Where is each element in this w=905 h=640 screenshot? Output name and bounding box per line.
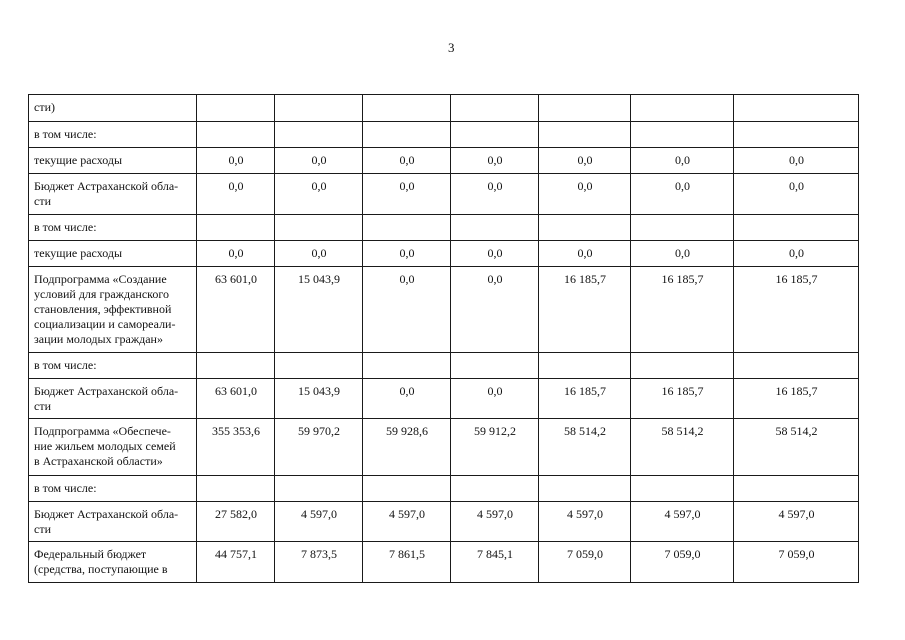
value-cell — [275, 215, 363, 241]
value-cell: 0,0 — [734, 241, 859, 267]
table-row — [29, 148, 859, 174]
value-cell: 0,0 — [197, 241, 275, 267]
value-cell: 0,0 — [275, 148, 363, 174]
value-cell: 0,0 — [631, 174, 734, 215]
value-cell: 0,0 — [451, 174, 539, 215]
value-cell: 0,0 — [451, 267, 539, 353]
value-cell — [734, 95, 859, 122]
row-label: текущие расходы — [29, 148, 197, 174]
table-row — [29, 174, 859, 215]
value-cell: 0,0 — [197, 174, 275, 215]
table-row — [29, 379, 859, 419]
value-cell — [734, 353, 859, 379]
value-cell: 0,0 — [539, 241, 631, 267]
value-cell: 0,0 — [275, 174, 363, 215]
value-cell: 0,0 — [734, 174, 859, 215]
value-cell: 15 043,9 — [275, 267, 363, 353]
value-cell: 0,0 — [451, 379, 539, 419]
row-label: в том числе: — [29, 476, 197, 502]
value-cell: 44 757,1 — [197, 542, 275, 583]
value-cell: 0,0 — [451, 241, 539, 267]
value-cell — [363, 476, 451, 502]
row-label: в том числе: — [29, 353, 197, 379]
value-cell: 0,0 — [363, 174, 451, 215]
row-label: Федеральный бюджет (средства, поступающие в — [29, 542, 197, 583]
value-cell: 7 845,1 — [451, 542, 539, 583]
value-cell — [197, 215, 275, 241]
value-cell — [275, 95, 363, 122]
value-cell: 59 928,6 — [363, 419, 451, 476]
value-cell — [197, 353, 275, 379]
value-cell: 4 597,0 — [734, 502, 859, 542]
table-row — [29, 476, 859, 502]
value-cell — [734, 215, 859, 241]
row-label: Бюджет Астраханской обла- сти — [29, 174, 197, 215]
value-cell: 0,0 — [363, 379, 451, 419]
value-cell: 27 582,0 — [197, 502, 275, 542]
value-cell: 0,0 — [275, 241, 363, 267]
value-cell: 7 059,0 — [734, 542, 859, 583]
value-cell — [275, 353, 363, 379]
value-cell: 4 597,0 — [275, 502, 363, 542]
value-cell — [539, 476, 631, 502]
value-cell — [734, 476, 859, 502]
row-label: Подпрограмма «Создание условий для гражданского становления, эффективной социализации и самореали- зации молодых граждан» — [29, 267, 197, 353]
value-cell: 0,0 — [363, 241, 451, 267]
table-row — [29, 353, 859, 379]
value-cell: 0,0 — [363, 267, 451, 353]
value-cell: 58 514,2 — [631, 419, 734, 476]
table-row — [29, 542, 859, 583]
table-row — [29, 241, 859, 267]
value-cell — [197, 122, 275, 148]
value-cell: 0,0 — [631, 148, 734, 174]
value-cell: 58 514,2 — [734, 419, 859, 476]
value-cell: 7 873,5 — [275, 542, 363, 583]
value-cell: 4 597,0 — [363, 502, 451, 542]
value-cell — [539, 353, 631, 379]
value-cell — [275, 476, 363, 502]
value-cell — [631, 476, 734, 502]
budget-table — [28, 94, 859, 583]
value-cell — [363, 215, 451, 241]
value-cell: 16 185,7 — [734, 379, 859, 419]
value-cell: 63 601,0 — [197, 267, 275, 353]
value-cell: 7 861,5 — [363, 542, 451, 583]
row-label: Бюджет Астраханской обла- сти — [29, 379, 197, 419]
value-cell: 0,0 — [631, 241, 734, 267]
value-cell: 63 601,0 — [197, 379, 275, 419]
table-row — [29, 215, 859, 241]
row-label: в том числе: — [29, 122, 197, 148]
value-cell — [275, 122, 363, 148]
value-cell — [734, 122, 859, 148]
value-cell: 16 185,7 — [539, 379, 631, 419]
value-cell: 0,0 — [734, 148, 859, 174]
value-cell — [363, 122, 451, 148]
table-row — [29, 95, 859, 122]
value-cell: 0,0 — [451, 148, 539, 174]
value-cell: 16 185,7 — [631, 267, 734, 353]
value-cell — [197, 95, 275, 122]
value-cell: 16 185,7 — [734, 267, 859, 353]
value-cell — [363, 353, 451, 379]
value-cell — [539, 215, 631, 241]
table-row — [29, 502, 859, 542]
row-label: Бюджет Астраханской обла- сти — [29, 502, 197, 542]
value-cell — [539, 122, 631, 148]
value-cell: 15 043,9 — [275, 379, 363, 419]
row-label: Подпрограмма «Обеспече- ние жильем молодых семей в Астраханской области» — [29, 419, 197, 476]
table-row — [29, 122, 859, 148]
value-cell: 58 514,2 — [539, 419, 631, 476]
value-cell — [631, 353, 734, 379]
value-cell — [363, 95, 451, 122]
value-cell — [539, 95, 631, 122]
value-cell: 7 059,0 — [631, 542, 734, 583]
table-body — [29, 95, 859, 583]
value-cell: 59 970,2 — [275, 419, 363, 476]
value-cell — [451, 122, 539, 148]
table-row — [29, 419, 859, 476]
value-cell: 7 059,0 — [539, 542, 631, 583]
value-cell: 4 597,0 — [631, 502, 734, 542]
row-label: в том числе: — [29, 215, 197, 241]
value-cell: 0,0 — [197, 148, 275, 174]
value-cell: 4 597,0 — [539, 502, 631, 542]
value-cell: 16 185,7 — [539, 267, 631, 353]
row-label: сти) — [29, 95, 197, 122]
value-cell — [451, 215, 539, 241]
value-cell — [197, 476, 275, 502]
value-cell: 16 185,7 — [631, 379, 734, 419]
row-label: текущие расходы — [29, 241, 197, 267]
value-cell: 0,0 — [539, 148, 631, 174]
value-cell: 0,0 — [539, 174, 631, 215]
value-cell: 59 912,2 — [451, 419, 539, 476]
value-cell: 0,0 — [363, 148, 451, 174]
value-cell — [451, 95, 539, 122]
value-cell: 4 597,0 — [451, 502, 539, 542]
value-cell — [451, 353, 539, 379]
value-cell — [451, 476, 539, 502]
value-cell: 355 353,6 — [197, 419, 275, 476]
page-number: 3 — [448, 40, 455, 55]
value-cell — [631, 122, 734, 148]
value-cell — [631, 215, 734, 241]
value-cell — [631, 95, 734, 122]
table-row — [29, 267, 859, 353]
